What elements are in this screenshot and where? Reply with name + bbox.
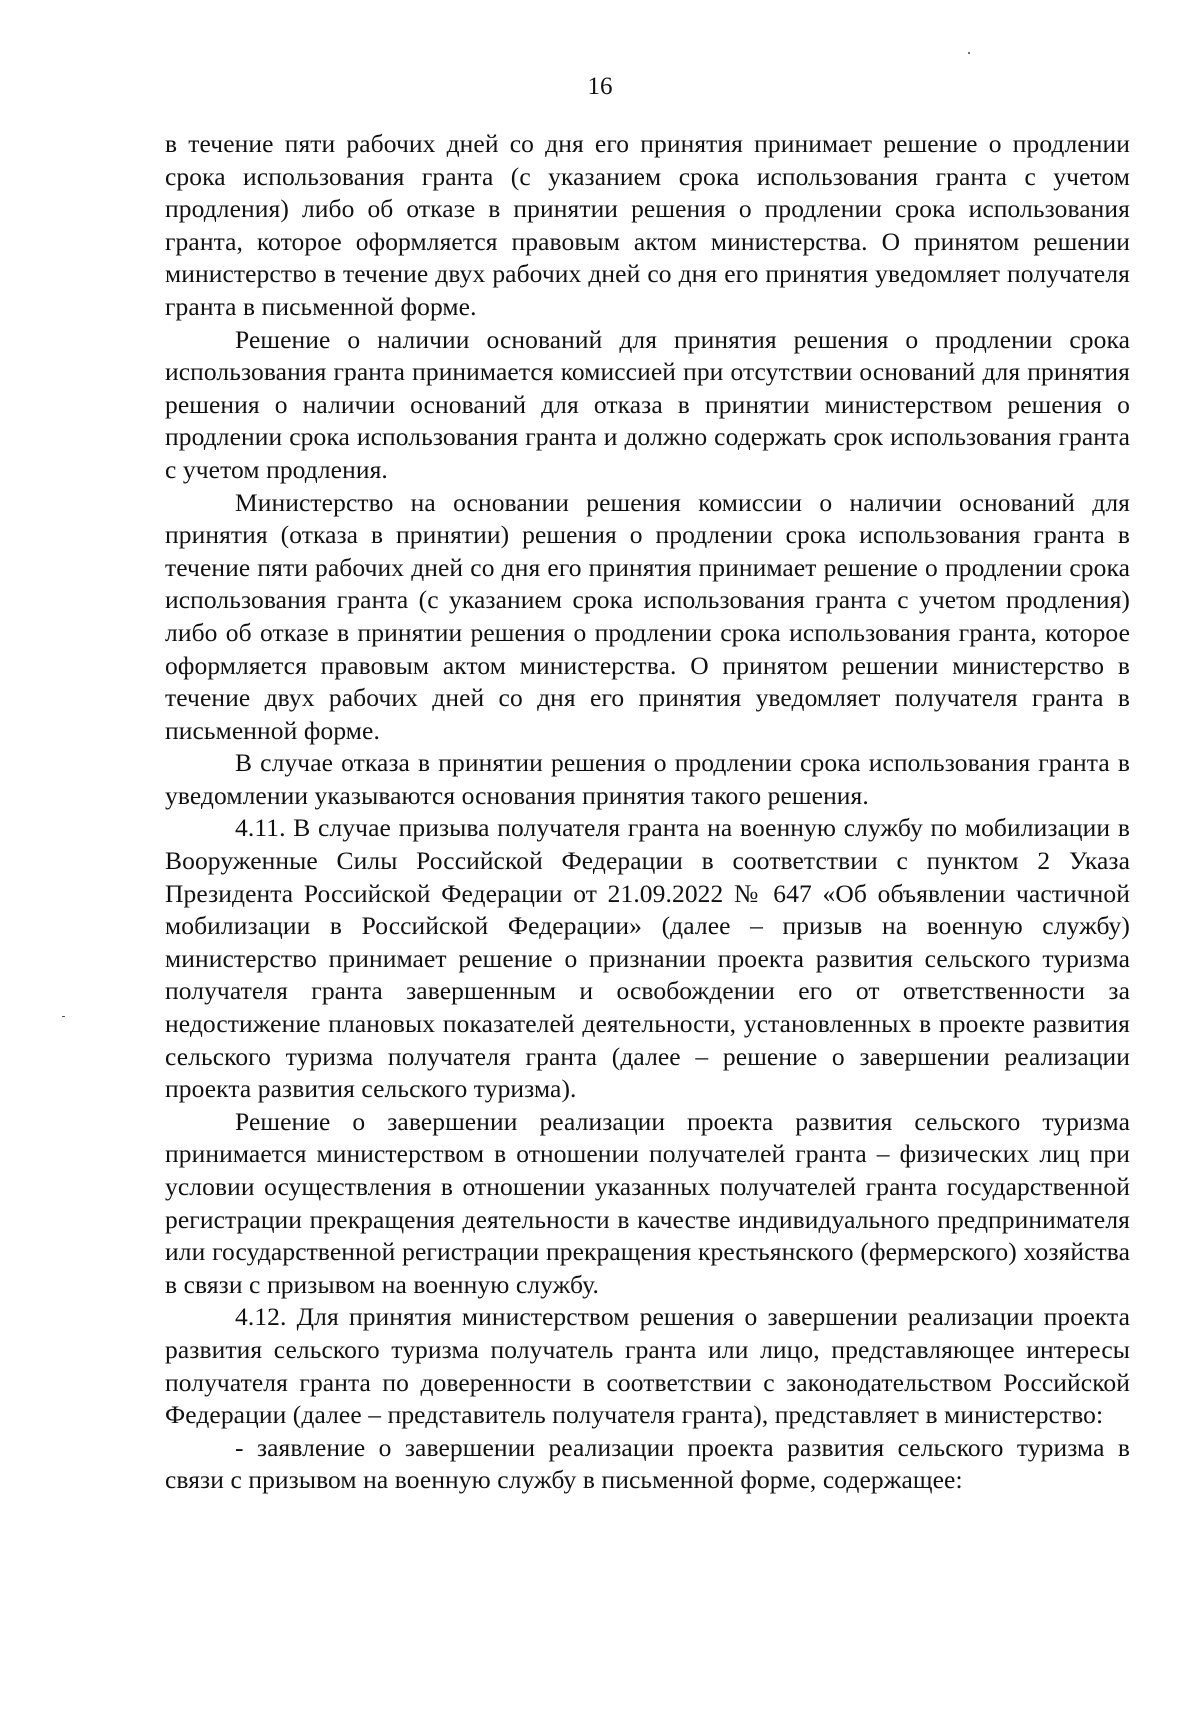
document-body [165,128,1130,1497]
paragraph-decision-grounds: Решение о наличии оснований для принятия решения о продлении срока использования гранта принимается комиссией при отсутствии оснований для принятия решения о наличии оснований для отказа в принятии министерством решения о продлении срока использования гранта и должно содержать срок использования гранта с учетом продления. [165,324,1130,484]
paragraph-completion-decision: Решение о завершении реализации проекта развития сельского туризма принимается министерством в отношении получателей гранта – физических лиц при условии осуществления в отношении указанных получателей гранта государственной регистрации прекращения деятельности в качестве индивидуального предпринимателя или государственной регистрации прекращения крестьянского (фермерского) хозяйства в связи с призывом на военную службу. [165,1106,1130,1299]
scan-speck [968,52,970,54]
page-number: 16 [587,73,613,100]
paragraph-clause-4-12: 4.12. Для принятия министерством решения о завершении реализации проекта развития сельского туризма получатель гранта или лицо, представляющее интересы получателя гранта по доверенности в соответствии с законодательством Российской Федерации (далее – представитель получателя гранта), представляет в министерство: [165,1302,1130,1430]
paragraph-continuation: в течение пяти рабочих дней со дня его принятия принимает решение о продлении срока использования гранта (с указанием срока использования гранта с учетом продления) либо об отказе в принятии решения о продлении срока использования гранта, которое оформляется правовым актом министерства. О принятом решении министерство в течение двух рабочих дней со дня его принятия уведомляет получателя гранта в письменной форме. [165,129,1130,321]
scan-speck [62,1016,65,1017]
paragraph-ministry-decision: Министерство на основании решения комиссии о наличии оснований для принятия (отказа в принятии) решения о продлении срока использования гранта в течение пяти рабочих дней со дня его принятия принимает решение о продлении срока использования гранта (с указанием срока использования гранта с учетом продления) либо об отказе в принятии решения о продлении срока использования гранта, которое оформляется правовым актом министерства. О принятом решении министерство в течение двух рабочих дней со дня его принятия уведомляет получателя гранта в письменной форме. [165,487,1130,745]
paragraph-clause-4-11: 4.11. В случае призыва получателя гранта на военную службу по мобилизации в Вооруженные Силы Российской Федерации в соответствии с пунктом 2 Указа Президента Российской Федерации от 21.09.2022 № 647 «Об объявлении частичной мобилизации в Российской Федерации» (далее – призыв на военную службу) министерство принимает решение о признании проекта развития сельского туризма получателя гранта завершенным и освобождении его от ответственности за недостижение плановых показателей деятельности, установленных в проекте развития сельского туризма получателя гранта (далее – решение о завершении реализации проекта развития сельского туризма). [165,813,1130,1104]
list-item-application: - заявление о завершении реализации проекта развития сельского туризма в связи с призывом на военную службу в письменной форме, содержащее: [165,1432,1130,1495]
paragraph-refusal-notice: В случае отказа в принятии решения о продлении срока использования гранта в уведомлении указываются основания принятия такого решения. [165,748,1130,810]
